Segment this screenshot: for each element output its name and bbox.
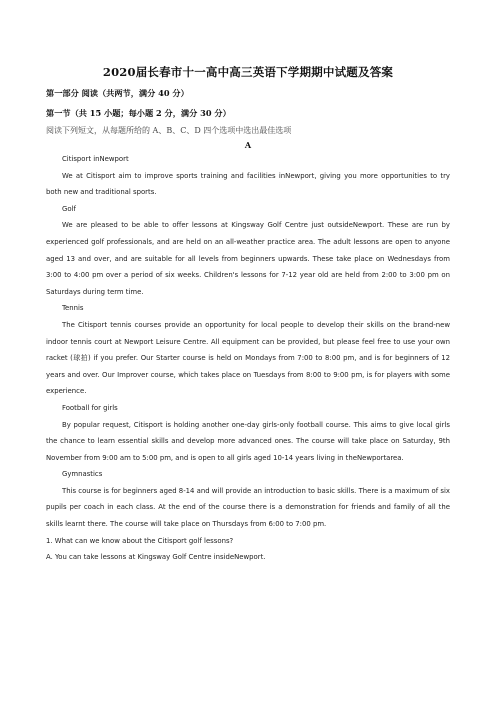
subheading-football: Football for girls	[62, 403, 118, 412]
paragraph-football: By popular request, Citisport is holding another one-day girls-only football course. This aims to give local girls the chance to learn essential skills and develop more advanced ones. The course will take place on Saturday, 9th November from 9:00 am to 5:00 pm, and is open to all girls aged 10-14 years living in theNewportarea.	[46, 420, 450, 462]
question-1: 1. What can we know about the Citisport golf lessons?	[46, 536, 234, 545]
passage-heading: Citisport inNewport	[62, 155, 129, 163]
paragraph-gymnastics: This course is for beginners aged 8-14 and will provide an introduction to basic skills. There is a maximum of six pupils per coach in each class. At the end of the course there is a demonstration for friends and family of all the skills learnt there. The course will take place on Thursdays from 6:00 to 7:00 pm.	[46, 486, 450, 529]
part-heading: 第一部分 阅读（共两节，满分 40 分）	[46, 88, 189, 98]
instruction-text: 阅读下列短文，从每题所给的 A、B、C、D 四个选项中选出最佳选项	[46, 126, 292, 135]
passage-label: A	[244, 140, 252, 150]
paragraph-tennis: The Citisport tennis courses provide an opportunity for local people to develop their skills on the brand-new indoor tennis court at Newport Leisure Centre. All equipment can be provided, but please feel free to use your own racket (球拍) if you prefer. Our Starter course is held on Mondays from 7:00 to 8:00 pm, and is for beginners of 12 years and over. Our Improver course, which takes place on Tuesdays from 8:00 to 9:00 pm, is for players with some experience.	[46, 320, 450, 396]
passage-body	[46, 151, 450, 566]
question-1-option-a: A. You can take lessons at Kingsway Golf Centre insideNewport.	[46, 553, 266, 562]
subheading-golf: Golf	[62, 204, 76, 213]
paragraph-intro: We at Citisport aim to improve sports training and facilities inNewport, giving you more opportunities to try both new and traditional sports.	[46, 171, 450, 197]
subheading-tennis: Tennis	[62, 304, 84, 313]
paragraph-golf: We are pleased to be able to offer lessons at Kingsway Golf Centre just outsideNewport. These are run by experienced golf professionals, and are held on an all-weather practice area. The adult lessons are open to anyone aged 13 and over, and are suitable for all levels from beginners upwards. These take place on Wednesdays from 3:00 to 4:00 pm over a period of six weeks. Children's lessons for 7-12 year old are held from 2:00 to 3:00 pm on Saturdays during term time.	[46, 221, 450, 296]
document-title: 2020届长春市十一高中高三英语下学期期中试题及答案	[102, 65, 394, 79]
section-heading: 第一节（共 15 小题；每小题 2 分，满分 30 分）	[46, 108, 231, 118]
subheading-gymnastics: Gymnastics	[62, 470, 103, 479]
